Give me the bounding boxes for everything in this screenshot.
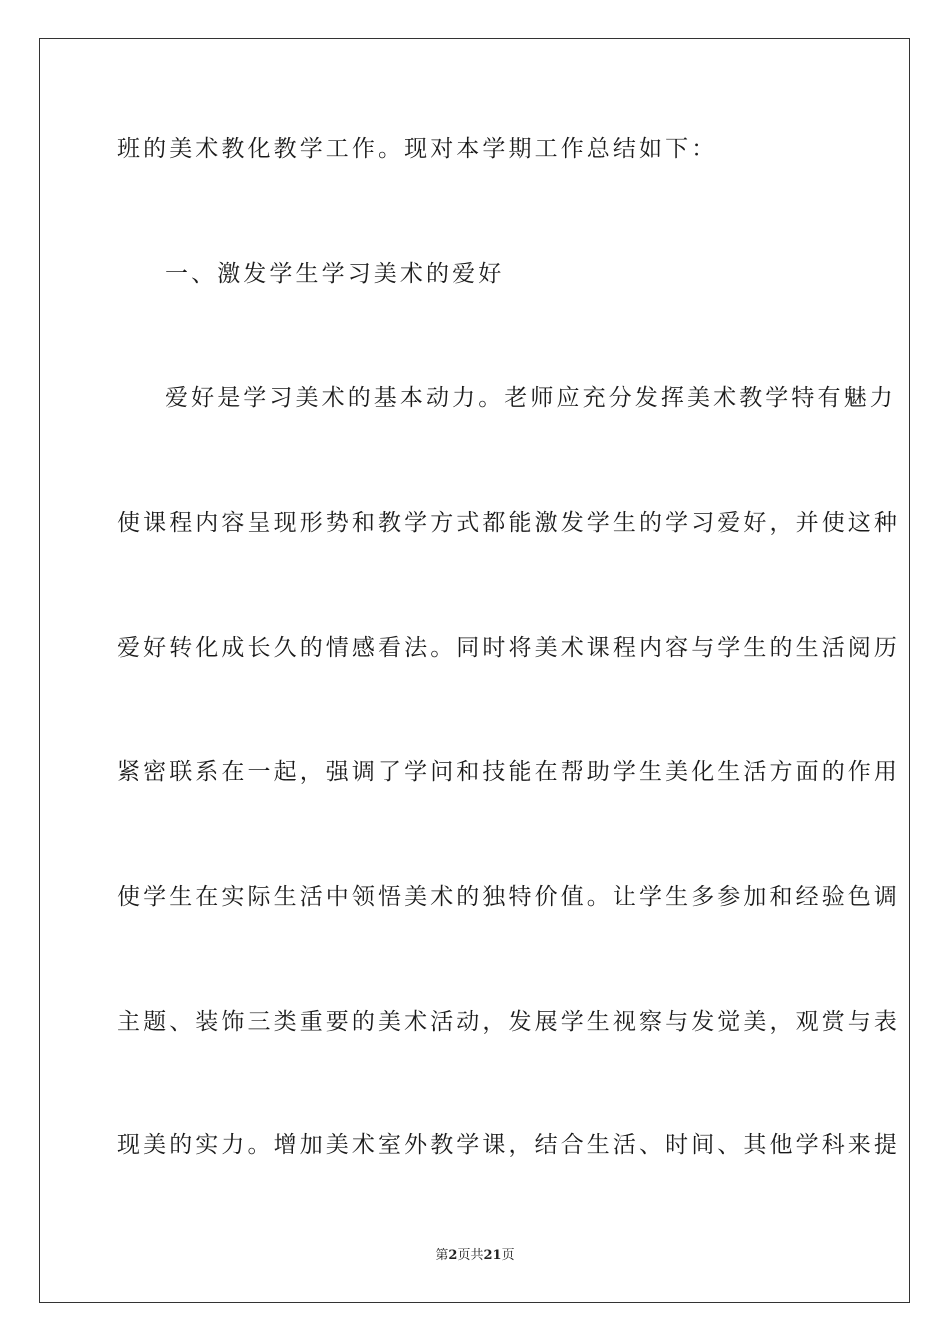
body-line-4: 使课程内容呈现形势和教学方式都能激发学生的学习爱好，并使这种 xyxy=(117,510,900,536)
page-prefix: 第 xyxy=(435,1248,449,1263)
total-prefix: 共 xyxy=(470,1248,484,1263)
page-number: 2 xyxy=(448,1248,458,1263)
section-heading: 一、激发学生学习美术的爱好 xyxy=(165,261,505,287)
body-line-7: 使学生在实际生活中领悟美术的独特价值。让学生多参加和经验色调 xyxy=(117,884,900,910)
page-footer xyxy=(0,1247,950,1265)
total-pages: 21 xyxy=(483,1248,502,1263)
body-line-1: 班的美术教化教学工作。现对本学期工作总结如下： xyxy=(117,136,718,162)
body-line-6: 紧密联系在一起，强调了学问和技能在帮助学生美化生活方面的作用 xyxy=(117,759,900,785)
body-line-3: 爱好是学习美术的基本动力。老师应充分发挥美术教学特有魅力 xyxy=(165,385,896,411)
total-suffix: 页 xyxy=(501,1248,515,1263)
page-border xyxy=(39,38,910,1303)
page-suffix: 页 xyxy=(457,1248,471,1263)
body-line-5: 爱好转化成长久的情感看法。同时将美术课程内容与学生的生活阅历 xyxy=(117,635,900,661)
body-line-9: 现美的实力。增加美术室外教学课，结合生活、时间、其他学科来提 xyxy=(117,1132,900,1158)
body-line-8: 主题、装饰三类重要的美术活动，发展学生视察与发觉美，观赏与表 xyxy=(117,1009,900,1035)
